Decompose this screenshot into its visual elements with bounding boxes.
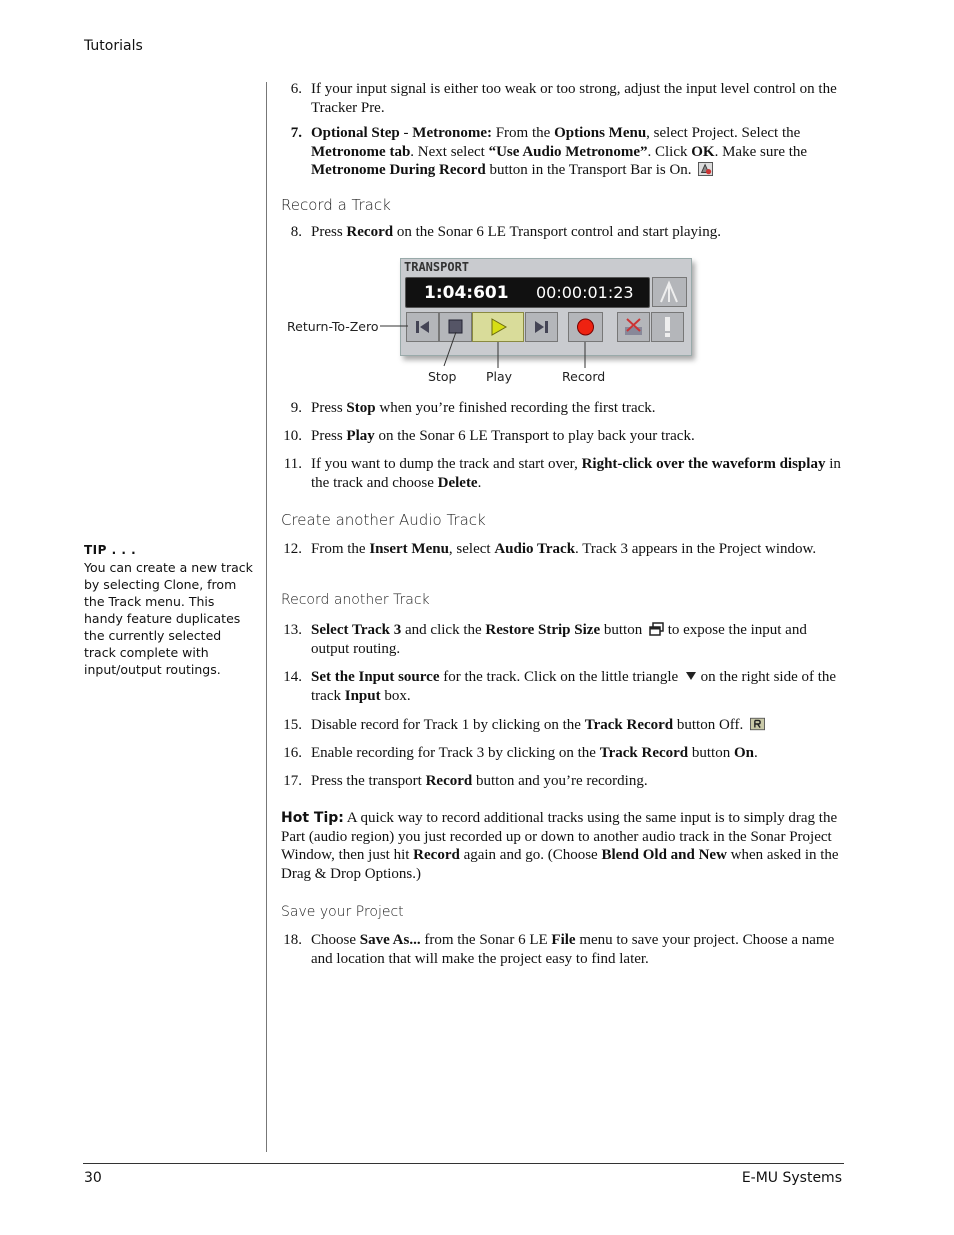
bold-text: Delete (437, 474, 478, 491)
text: button Off. (673, 717, 744, 733)
bold-text: Input (344, 687, 381, 704)
text: From the (491, 125, 555, 141)
bold-text: Set the Input source (311, 669, 440, 685)
section-heading: Record a Track (281, 196, 391, 214)
callout-play: Play (486, 369, 513, 384)
step-number: 11. (283, 456, 302, 472)
step-text (311, 455, 842, 492)
bold-text: Play (346, 428, 375, 444)
step-number: 8. (290, 224, 302, 240)
bold-text: Audio Track (494, 541, 576, 557)
step-number: 17. (283, 773, 302, 789)
step-text (311, 931, 842, 968)
text: box. (380, 687, 411, 704)
bold-text: Track Record (599, 745, 689, 761)
callout-record: Record (562, 369, 606, 384)
step-text (311, 399, 842, 418)
step-16 (280, 744, 842, 763)
step-number: 6. (290, 81, 302, 97)
bold-text: “Use Audio Metronome” (488, 143, 648, 160)
tip-text: You can create a new track by selecting Clone, from the Track menu. This handy feature duplicates the currently selected track complete with input/output routings. (84, 560, 253, 677)
text: on the Sonar 6 LE Transport control and start playing. (393, 224, 721, 240)
bold-text: Optional Step (311, 125, 400, 141)
bold-text: Record (346, 224, 394, 240)
text: From the (311, 541, 370, 557)
transport-display (405, 277, 650, 308)
hot-tip (281, 809, 843, 883)
callout-lines (380, 310, 600, 370)
step-number: 12. (283, 541, 302, 557)
bold-text: File (551, 932, 576, 948)
callout-return-to-zero: Return-To-Zero (287, 319, 379, 334)
step-11 (280, 455, 842, 492)
step-17 (280, 772, 842, 791)
bold-text: Metronome During Record (311, 162, 486, 179)
text: Press (311, 400, 347, 416)
bold-text: Blend Old and New (601, 847, 727, 864)
tip-sidebar (84, 542, 256, 678)
text: on the Sonar 6 LE Transport to play back your track. (374, 428, 695, 444)
alert-button[interactable] (651, 312, 684, 342)
text: when asked in the Drag & Drop Options.) (281, 847, 839, 882)
text: and click the (401, 622, 486, 638)
text: , select Project. Select the (646, 125, 801, 141)
bold-text: Record (413, 847, 460, 864)
section-heading: Create another Audio Track (281, 511, 486, 529)
text: button (688, 745, 734, 761)
step-number: 7. (290, 125, 302, 141)
hot-tip-text (281, 809, 843, 883)
step-number: 18. (283, 932, 302, 948)
text: Choose (311, 932, 360, 948)
bold-text: Record (425, 773, 473, 789)
bold-text: Save As... (359, 932, 421, 948)
step-text (311, 716, 842, 735)
bold-text: OK (691, 143, 715, 160)
step-number: 14. (283, 669, 302, 685)
step-number: 10. (283, 428, 302, 444)
step-12 (280, 540, 842, 559)
text: to expose the input and output routing. (311, 622, 807, 657)
step-number: 9. (290, 400, 302, 416)
text: for the track. Click on the little triangle (439, 669, 682, 685)
running-header: Tutorials (84, 38, 143, 54)
step-7 (280, 124, 842, 180)
bold-text: On (733, 745, 754, 761)
step-text (311, 621, 842, 658)
footer-company: E-MU Systems (741, 1170, 842, 1186)
punch-button[interactable] (617, 312, 650, 342)
step-6 (280, 80, 842, 117)
step-text (311, 427, 842, 446)
hot-tip-label: Hot Tip: (281, 810, 344, 826)
metronome-during-record-icon (698, 162, 713, 176)
tip-title: TIP . . . (84, 543, 137, 557)
bold-text: Stop (346, 400, 376, 416)
step-number: 13. (283, 622, 302, 638)
text: Enable recording for Track 3 by clicking on the (311, 745, 600, 761)
text: from the Sonar 6 LE (420, 932, 552, 948)
text: when you’re finished recording the first track. (375, 400, 656, 416)
step-10 (280, 427, 842, 446)
text: button in the Transport Bar is On. (485, 162, 692, 179)
step-text: If your input signal is either too weak or too strong, adjust the input level control on the Tracker Pre. (311, 81, 837, 116)
text: . (477, 474, 482, 491)
text: Disable record for Track 1 by clicking on the (311, 717, 585, 733)
step-text (311, 668, 842, 705)
bold-text: Select Track 3 (311, 622, 402, 638)
transport-label: TRANSPORT (404, 260, 470, 274)
text: Press the transport (311, 773, 426, 789)
step-number: 15. (283, 717, 302, 733)
step-15 (280, 716, 842, 735)
step-number: 16. (283, 745, 302, 761)
text: in the track and choose (311, 456, 841, 491)
step-text (311, 540, 842, 559)
bold-text: Options Menu (554, 125, 647, 141)
section-heading: Save your Project (281, 904, 404, 920)
step-14 (280, 668, 842, 705)
text: . Track 3 appears in the Project window. (575, 541, 817, 557)
metronome-button[interactable] (652, 277, 687, 307)
step-18 (280, 931, 842, 968)
text: on the right side of the track (311, 669, 837, 704)
text: If you want to dump the track and start over, (311, 456, 582, 472)
text: button (600, 622, 646, 638)
page-number: 30 (84, 1170, 102, 1186)
step-text (311, 772, 842, 791)
bold-text: Metronome: (412, 125, 492, 141)
text: . Click (647, 143, 692, 160)
column-divider (266, 82, 267, 1152)
text: . Make sure the (714, 143, 808, 160)
text: . (754, 745, 758, 761)
text: menu to save your project. Choose a name and location that will make the project easy to find later. (311, 932, 835, 967)
bold-text: Right-click over the waveform display (581, 456, 826, 472)
step-9 (280, 399, 842, 418)
text: Press (311, 428, 347, 444)
bold-text: Metronome tab (311, 143, 411, 160)
bold-text: Insert Menu (369, 541, 449, 557)
bold-text: Track Record (584, 717, 674, 733)
text: A quick way to record additional tracks using the same input is to simply drag the Part (audio region) you just recorded up or down to another audio track in the Sonar Project Window, then just hit (281, 810, 838, 864)
text: again and go. (Choose (459, 847, 602, 864)
text: . Next select (410, 143, 489, 160)
step-text (311, 744, 842, 763)
bold-text: Restore Strip Size (485, 622, 601, 638)
position-readout: 1:04:601 (424, 283, 509, 303)
footer-rule (83, 1163, 844, 1164)
triangle-down-icon (685, 671, 697, 681)
text: , select (448, 541, 495, 557)
restore-strip-size-icon (649, 622, 664, 636)
step-text (311, 223, 842, 242)
text: - (399, 125, 413, 141)
text: Press (311, 224, 347, 240)
section-heading: Record another Track (281, 592, 430, 608)
callout-stop: Stop (428, 369, 457, 384)
step-13 (280, 621, 842, 658)
track-record-icon (750, 717, 765, 731)
time-readout: 00:00:01:23 (536, 283, 634, 302)
step-8 (280, 223, 842, 242)
step-text (311, 124, 842, 180)
text: button and you’re recording. (472, 773, 648, 789)
